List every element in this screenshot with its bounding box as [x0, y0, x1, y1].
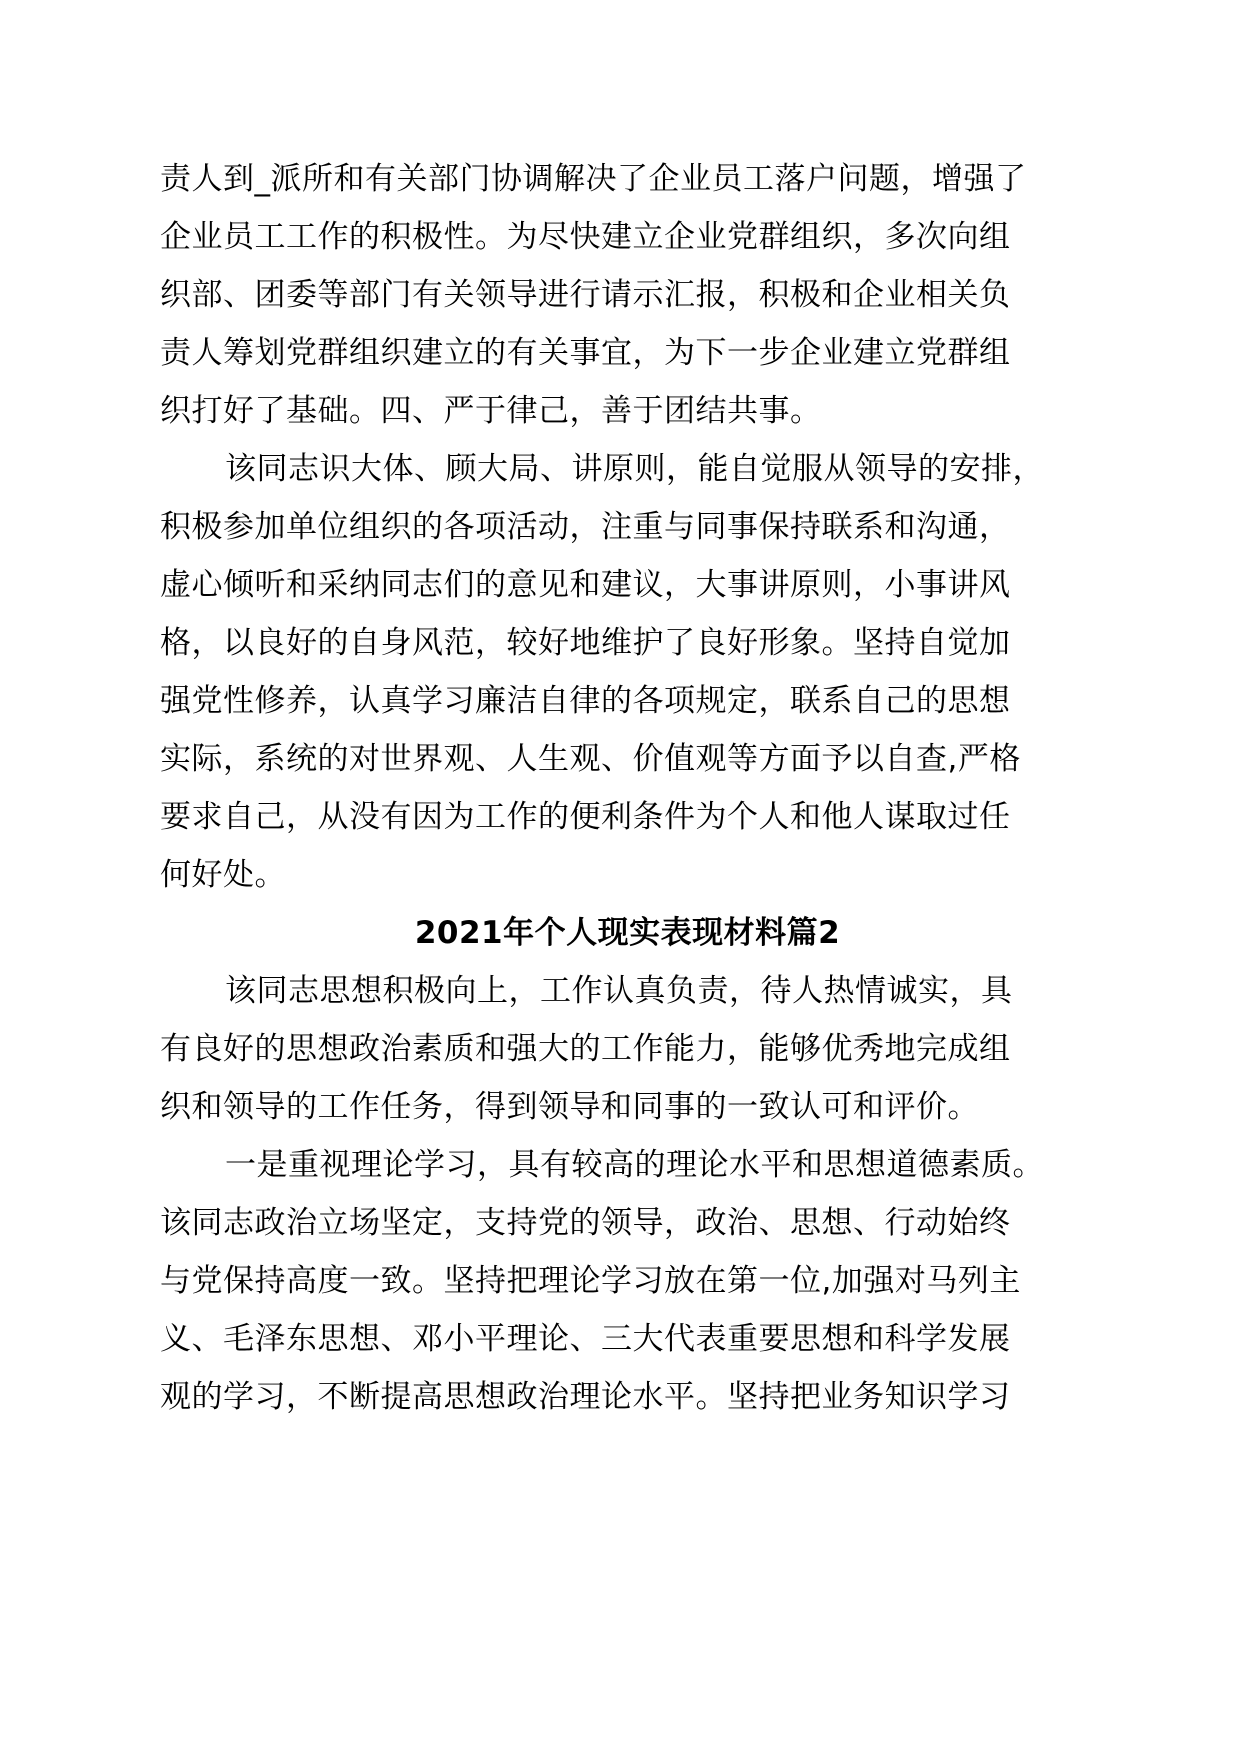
paragraph-line: 积极参加单位组织的各项活动，注重与同事保持联系和沟通， — [160, 509, 1011, 545]
paragraph-line: 该同志政治立场坚定，支持党的领导，政治、思想、行动始终 — [160, 1205, 1011, 1241]
paragraph-line: 义、毛泽东思想、邓小平理论、三大代表重要思想和科学发展 — [160, 1321, 1011, 1357]
paragraph-line: 观的学习，不断提高思想政治理论水平。坚持把业务知识学习 — [160, 1379, 1011, 1415]
paragraph-line: 织部、团委等部门有关领导进行请示汇报，积极和企业相关负 — [160, 277, 1011, 313]
section-heading: 2021年个人现实表现材料篇2 — [414, 915, 841, 951]
paragraph-line: 织和领导的工作任务，得到领导和同事的一致认可和评价。 — [160, 1089, 979, 1125]
paragraph-line: 该同志识大体、顾大局、讲原则，能自觉服从领导的安排， — [225, 451, 1044, 487]
paragraph-line: 虚心倾听和采纳同志们的意见和建议，大事讲原则，小事讲风 — [160, 567, 1011, 603]
paragraph-line: 何好处。 — [160, 857, 286, 893]
paragraph-line: 强党性修养，认真学习廉洁自律的各项规定，联系自己的思想 — [160, 683, 1011, 719]
paragraph-line: 一是重视理论学习，具有较高的理论水平和思想道德素质。 — [225, 1147, 1044, 1183]
paragraph-line: 企业员工工作的积极性。为尽快建立企业党群组织，多次向组 — [160, 219, 1011, 255]
paragraph-line: 格，以良好的自身风范，较好地维护了良好形象。坚持自觉加 — [160, 625, 1011, 661]
paragraph-line: 要求自己，从没有因为工作的便利条件为个人和他人谋取过任 — [160, 799, 1011, 835]
paragraph-line: 责人筹划党群组织建立的有关事宜，为下一步企业建立党群组 — [160, 335, 1011, 371]
paragraph-line: 与党保持高度一致。坚持把理论学习放在第一位,加强对马列主 — [160, 1263, 1021, 1299]
paragraph-line: 织打好了基础。四、严于律己，善于团结共事。 — [160, 393, 822, 429]
paragraph-line: 有良好的思想政治素质和强大的工作能力，能够优秀地完成组 — [160, 1031, 1011, 1067]
paragraph-line: 责人到_派所和有关部门协调解决了企业员工落户问题，增强了 — [160, 161, 1027, 197]
paragraph-line: 实际，系统的对世界观、人生观、价值观等方面予以自查,严格 — [160, 741, 1021, 777]
paragraph-line: 该同志思想积极向上，工作认真负责，待人热情诚实，具 — [225, 973, 1013, 1009]
